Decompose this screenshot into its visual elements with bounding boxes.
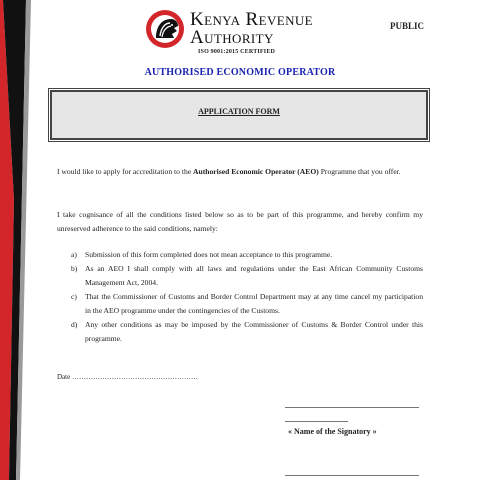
date-field[interactable]: Date ……………………………………………… xyxy=(57,373,198,381)
list-item xyxy=(57,318,423,346)
classification-label: PUBLIC xyxy=(390,21,425,31)
paragraph1-after: Programme that you offer. xyxy=(318,167,401,176)
list-item xyxy=(57,248,423,262)
list-item-text: Any other conditions as may be imposed by the Commissioner of Customs & Border Control under this programme. xyxy=(85,320,423,343)
list-item-text: As an AEO I shall comply with all laws and regulations under the East African Community Customs Management Act, 2004. xyxy=(85,264,423,287)
iso-certification: ISO 9001:2015 CERTIFIED xyxy=(198,49,276,55)
document-title: AUTHORISED ECONOMIC OPERATOR xyxy=(144,67,336,78)
list-item xyxy=(57,290,423,318)
list-marker: b) xyxy=(71,264,78,273)
kra-lion-logo-icon xyxy=(144,8,186,50)
list-marker: c) xyxy=(71,292,77,301)
paragraph1-bold: Authorised Economic Operator (AEO) xyxy=(193,167,319,176)
paragraph1-before: I would like to apply for accreditation to the xyxy=(57,167,194,176)
list-item-text: Submission of this form completed does not mean acceptance to this programme. xyxy=(85,250,333,259)
brand-name-line1: Kenya Revenue xyxy=(190,9,313,30)
second-signature-line[interactable] xyxy=(285,475,419,476)
conditions-list xyxy=(57,248,423,346)
signatory-name-label: « Name of the Signatory » xyxy=(288,427,377,436)
list-marker: d) xyxy=(71,320,78,329)
list-item-text: That the Commissioner of Customs and Border Control Department may at any time cancel my participation in the AEO programme under the contingencies of the Customs. xyxy=(85,292,423,315)
application-form-box xyxy=(50,90,428,140)
signature-line[interactable] xyxy=(285,407,419,408)
brand-name-line2: Authority xyxy=(190,27,274,48)
application-paragraph xyxy=(57,165,423,179)
cognisance-paragraph: I take cognisance of all the conditions listed below so as to be part of this programme, and hereby confirm my unreserved adherence to the said conditions, namely: xyxy=(57,210,423,233)
list-item xyxy=(57,262,423,290)
application-form-heading: APPLICATION FORM xyxy=(198,107,280,116)
list-marker: a) xyxy=(71,250,77,259)
signature-line-short xyxy=(285,421,348,422)
